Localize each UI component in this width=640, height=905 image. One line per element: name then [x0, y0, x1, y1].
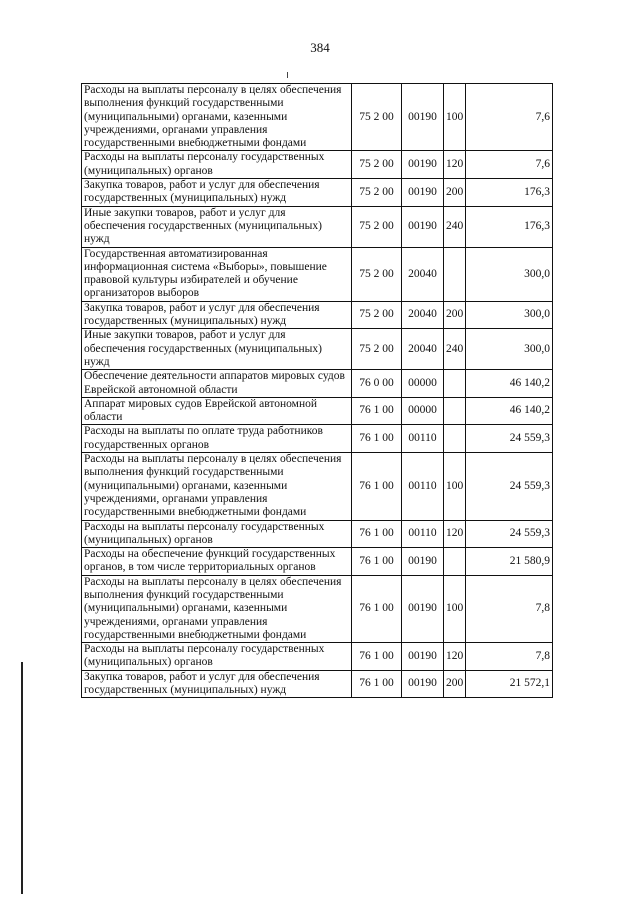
amount: 300,0 [466, 301, 553, 329]
program-code: 76 1 00 [352, 548, 402, 576]
direction-code: 00190 [402, 84, 444, 151]
direction-code: 00110 [402, 520, 444, 548]
amount: 24 559,3 [466, 425, 553, 453]
expense-name: Расходы на выплаты по оплате труда работников государственных органов [82, 425, 352, 453]
direction-code: 00190 [402, 575, 444, 642]
table-row [82, 643, 553, 671]
expense-type-code [444, 548, 466, 576]
program-code: 75 2 00 [352, 179, 402, 207]
table-row [82, 206, 553, 247]
table-row [82, 670, 553, 698]
table-row [82, 548, 553, 576]
program-code: 75 2 00 [352, 247, 402, 301]
direction-code: 00110 [402, 425, 444, 453]
direction-code: 00190 [402, 151, 444, 179]
direction-code: 00110 [402, 453, 444, 520]
direction-code: 00190 [402, 643, 444, 671]
expense-type-code: 200 [444, 301, 466, 329]
expense-type-code: 200 [444, 179, 466, 207]
expense-name: Закупка товаров, работ и услуг для обеспечения государственных (муниципальных) нужд [82, 179, 352, 207]
program-code: 76 1 00 [352, 453, 402, 520]
amount: 7,6 [466, 84, 553, 151]
direction-code: 20040 [402, 301, 444, 329]
program-code: 75 2 00 [352, 84, 402, 151]
direction-code: 20040 [402, 247, 444, 301]
amount: 7,8 [466, 575, 553, 642]
program-code: 76 1 00 [352, 643, 402, 671]
expense-type-code: 120 [444, 151, 466, 179]
budget-table [81, 83, 553, 698]
expense-name: Расходы на выплаты персоналу в целях обеспечения выполнения функций государственными (муниципальными) органами, казенными учреждениями, органами управления государственными внебюджетными фондами [82, 453, 352, 520]
scan-tick-mark [287, 72, 288, 78]
table-row [82, 425, 553, 453]
program-code: 76 1 00 [352, 425, 402, 453]
expense-type-code: 240 [444, 329, 466, 370]
program-code: 76 0 00 [352, 370, 402, 398]
table-row [82, 370, 553, 398]
program-code: 76 1 00 [352, 520, 402, 548]
expense-type-code [444, 247, 466, 301]
table-row [82, 575, 553, 642]
expense-type-code: 100 [444, 84, 466, 151]
expense-name: Закупка товаров, работ и услуг для обеспечения государственных (муниципальных) нужд [82, 670, 352, 698]
expense-name: Аппарат мировых судов Еврейской автономной области [82, 397, 352, 425]
expense-name: Иные закупки товаров, работ и услуг для обеспечения государственных (муниципальных) нужд [82, 329, 352, 370]
program-code: 75 2 00 [352, 329, 402, 370]
program-code: 75 2 00 [352, 301, 402, 329]
table-row [82, 179, 553, 207]
direction-code: 20040 [402, 329, 444, 370]
expense-type-code [444, 370, 466, 398]
program-code: 75 2 00 [352, 206, 402, 247]
expense-type-code: 120 [444, 520, 466, 548]
expense-name: Расходы на выплаты персоналу государственных (муниципальных) органов [82, 520, 352, 548]
amount: 7,6 [466, 151, 553, 179]
amount: 46 140,2 [466, 397, 553, 425]
direction-code: 00190 [402, 548, 444, 576]
direction-code: 00190 [402, 670, 444, 698]
table-row [82, 301, 553, 329]
expense-type-code: 200 [444, 670, 466, 698]
table-row [82, 151, 553, 179]
expense-name: Иные закупки товаров, работ и услуг для обеспечения государственных (муниципальных) нужд [82, 206, 352, 247]
amount: 300,0 [466, 247, 553, 301]
amount: 300,0 [466, 329, 553, 370]
table-row [82, 397, 553, 425]
expense-name: Государственная автоматизированная информационная система «Выборы», повышение правовой культуры избирателей и обучение организаторов выборов [82, 247, 352, 301]
amount: 24 559,3 [466, 453, 553, 520]
expense-type-code [444, 425, 466, 453]
table-row [82, 520, 553, 548]
expense-name: Обеспечение деятельности аппаратов мировых судов Еврейской автономной области [82, 370, 352, 398]
expense-type-code: 240 [444, 206, 466, 247]
expense-type-code: 120 [444, 643, 466, 671]
amount: 46 140,2 [466, 370, 553, 398]
expense-name: Расходы на выплаты персоналу государственных (муниципальных) органов [82, 643, 352, 671]
program-code: 75 2 00 [352, 151, 402, 179]
expense-name: Расходы на обеспечение функций государственных органов, в том числе территориальных органов [82, 548, 352, 576]
expense-type-code [444, 397, 466, 425]
expense-name: Расходы на выплаты персоналу в целях обеспечения выполнения функций государственными (муниципальными) органами, казенными учреждениями, органами управления государственными внебюджетными фондами [82, 575, 352, 642]
scan-margin-line [21, 662, 23, 894]
program-code: 76 1 00 [352, 575, 402, 642]
program-code: 76 1 00 [352, 397, 402, 425]
expense-name: Расходы на выплаты персоналу в целях обеспечения выполнения функций государственными (муниципальными) органами, казенными учреждениями, органами управления государственными внебюджетными фондами [82, 84, 352, 151]
table-row [82, 453, 553, 520]
expense-type-code: 100 [444, 453, 466, 520]
budget-table-body [82, 84, 553, 698]
page-number: 384 [310, 40, 330, 55]
amount: 176,3 [466, 206, 553, 247]
program-code: 76 1 00 [352, 670, 402, 698]
direction-code: 00000 [402, 370, 444, 398]
direction-code: 00190 [402, 206, 444, 247]
table-row [82, 329, 553, 370]
direction-code: 00190 [402, 179, 444, 207]
table-row [82, 247, 553, 301]
amount: 21 580,9 [466, 548, 553, 576]
amount: 24 559,3 [466, 520, 553, 548]
expense-name: Закупка товаров, работ и услуг для обеспечения государственных (муниципальных) нужд [82, 301, 352, 329]
amount: 7,8 [466, 643, 553, 671]
amount: 21 572,1 [466, 670, 553, 698]
expense-type-code: 100 [444, 575, 466, 642]
amount: 176,3 [466, 179, 553, 207]
table-row [82, 84, 553, 151]
expense-name: Расходы на выплаты персоналу государственных (муниципальных) органов [82, 151, 352, 179]
direction-code: 00000 [402, 397, 444, 425]
